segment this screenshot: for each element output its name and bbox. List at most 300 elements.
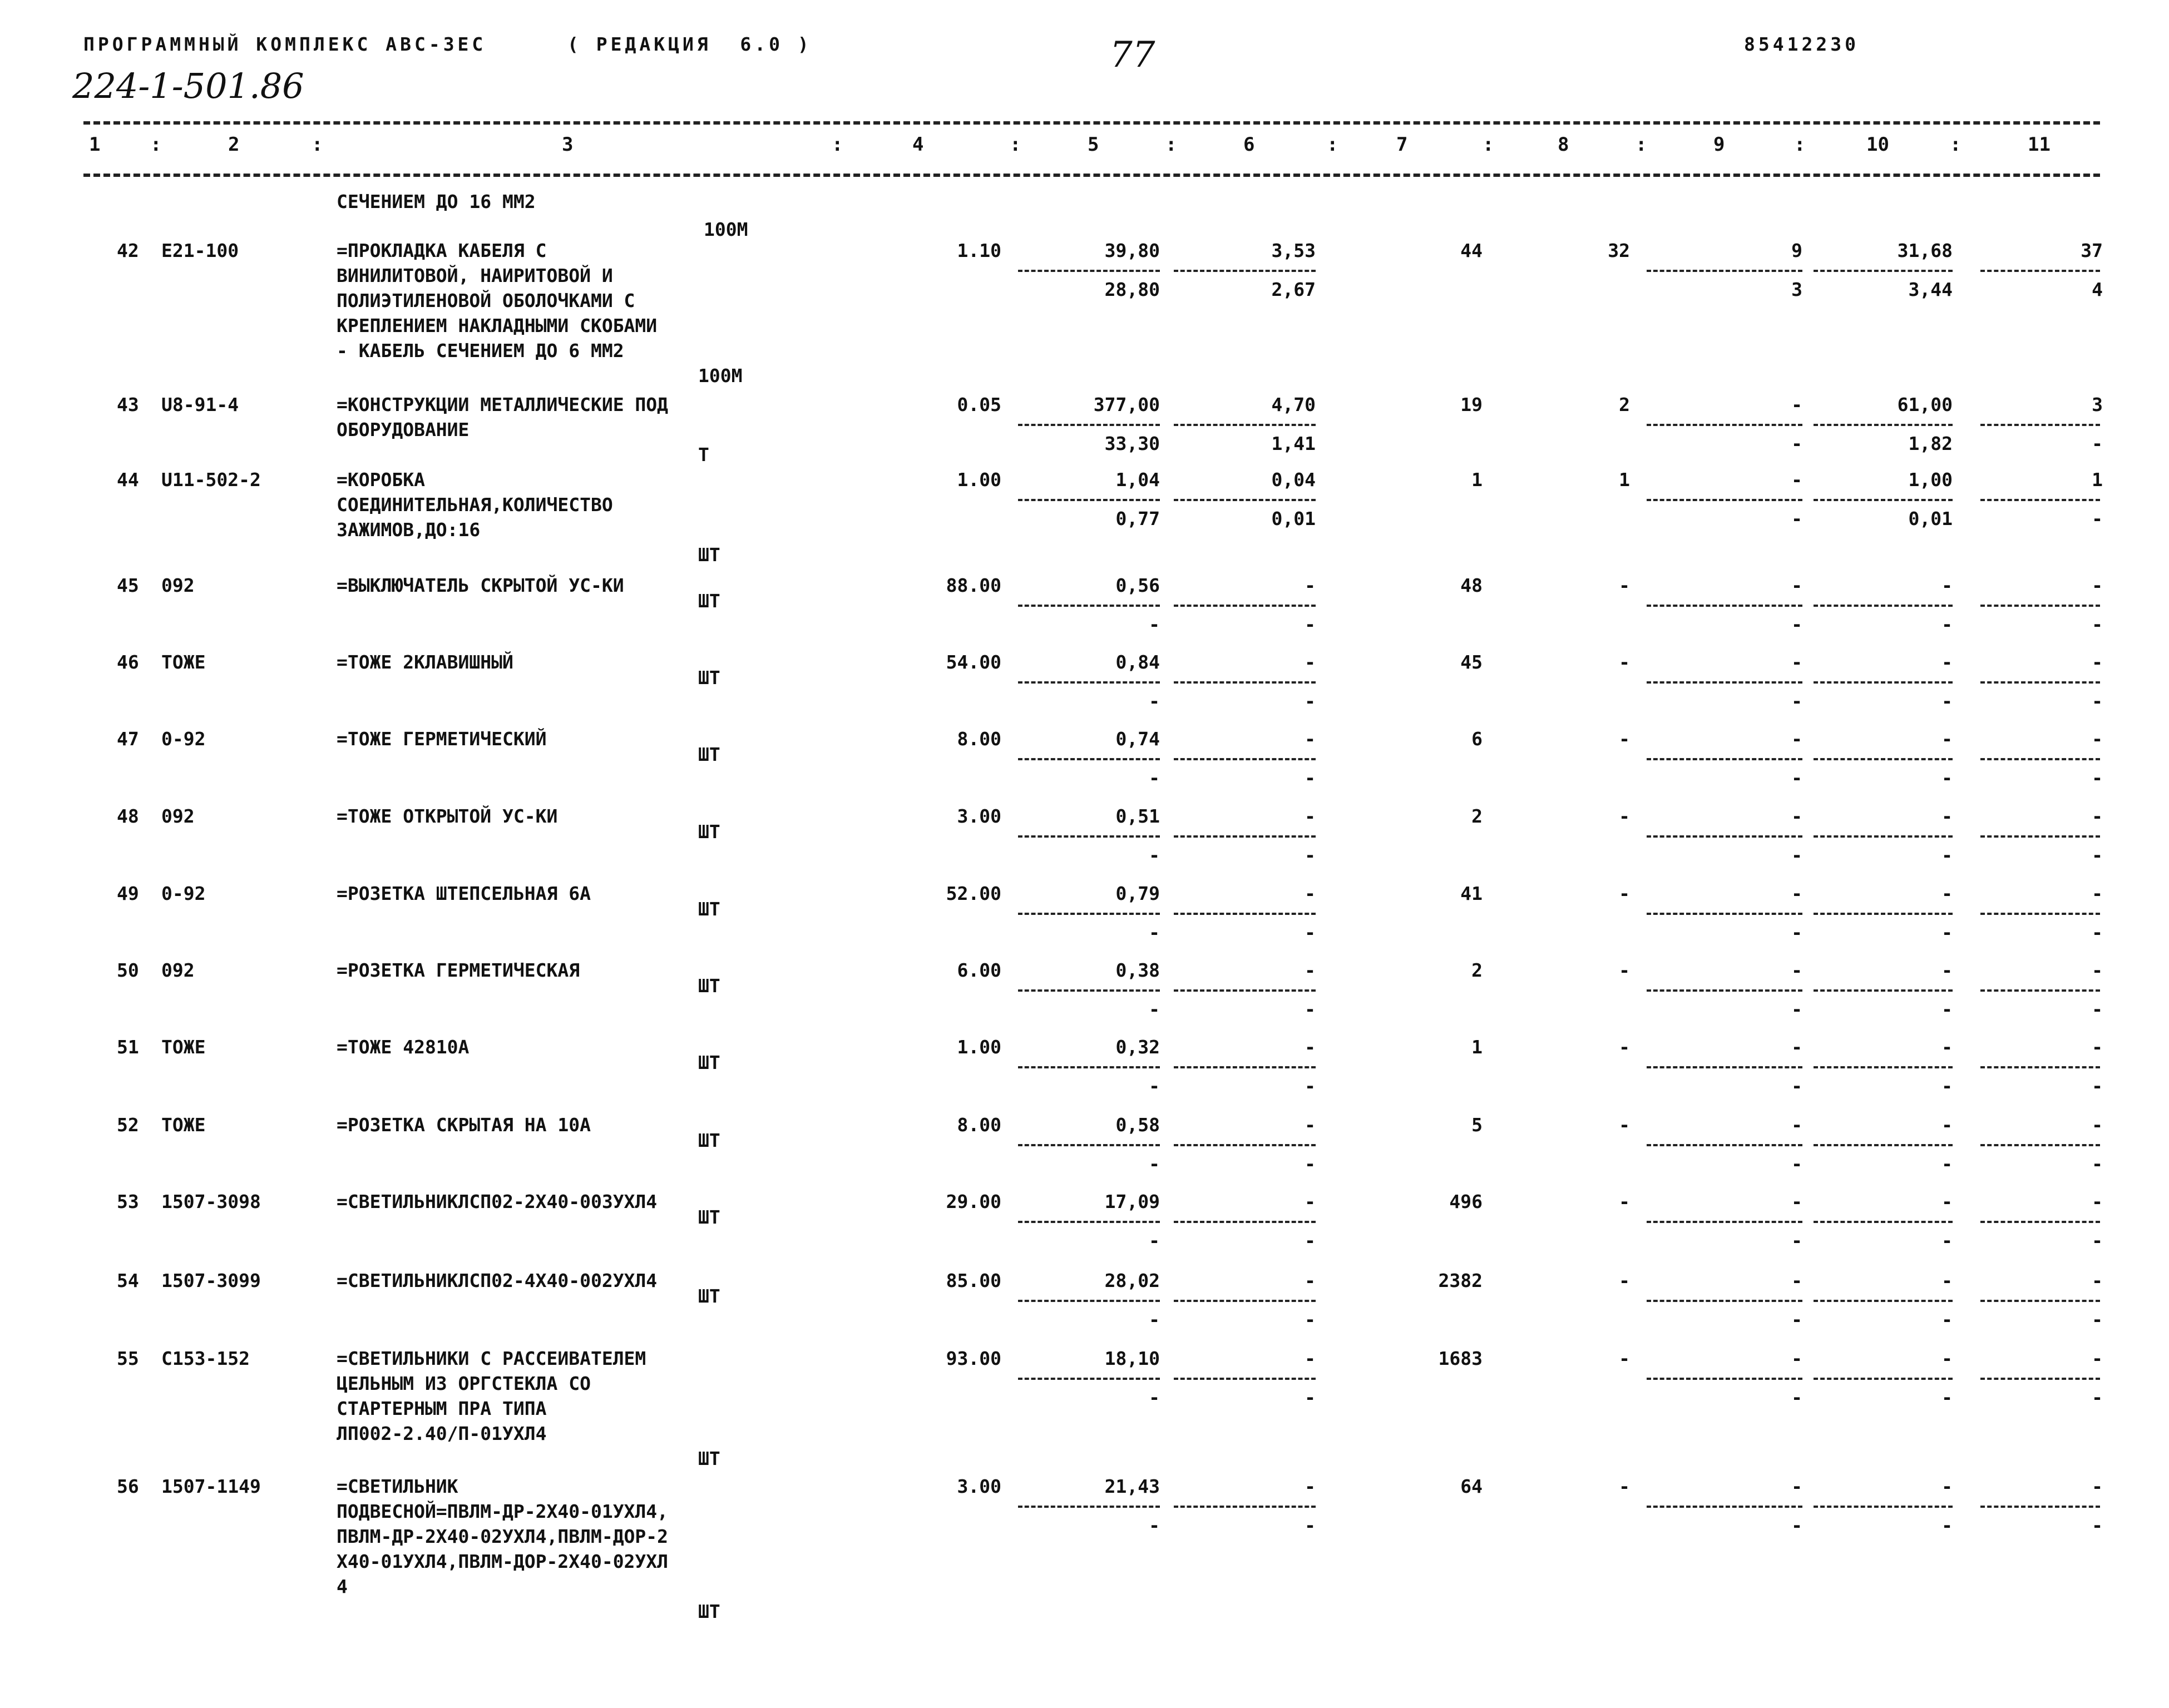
row-col5-bottom: - <box>1149 690 1160 712</box>
row-col6-divider <box>1174 1066 1316 1068</box>
row-col10-top: - <box>1941 1191 1953 1212</box>
row-col5-bottom: - <box>1149 1153 1160 1175</box>
row-col5-top: 1,04 <box>1115 469 1160 491</box>
row-col10-bottom: - <box>1941 998 1953 1020</box>
row-col7: 2 <box>1471 805 1483 827</box>
row-col9-top: - <box>1791 805 1802 827</box>
row-description-line: =ВЫКЛЮЧАТЕЛЬ СКРЫТОЙ УС-КИ <box>337 575 624 596</box>
column-separator: : <box>150 133 162 156</box>
row-col10-divider <box>1814 681 1953 684</box>
row-col6-divider <box>1174 758 1316 760</box>
row-col9-divider <box>1647 605 1802 607</box>
row-col10-top: - <box>1941 1348 1953 1369</box>
row-col6-top: - <box>1305 1476 1316 1497</box>
row-description-line: =ТОЖЕ ГЕРМЕТИЧЕСКИЙ <box>337 728 547 750</box>
row-col9-bottom: - <box>1791 1514 1802 1536</box>
row-col5-top: 0,38 <box>1115 959 1160 981</box>
row-col5-top: 0,58 <box>1115 1114 1160 1136</box>
row-description-line: ПОДВЕСНОЙ=ПВЛМ-ДР-2Х40-01УХЛ4, <box>337 1501 669 1522</box>
column-header-3: 3 <box>562 133 574 156</box>
row-col10-divider <box>1814 1300 1953 1302</box>
row-col7: 6 <box>1471 728 1483 750</box>
row-col11-bottom: - <box>2092 1514 2103 1536</box>
row-col6-bottom: - <box>1305 1075 1316 1097</box>
row-col6-top: - <box>1305 883 1316 904</box>
row-description-line: =СВЕТИЛЬНИКИ С РАССЕИВАТЕЛЕМ <box>337 1348 646 1369</box>
row-quantity: 8.00 <box>957 1114 1001 1136</box>
row-col6-divider <box>1174 1378 1316 1380</box>
row-col7: 1 <box>1471 1036 1483 1058</box>
row-col6-top: - <box>1305 728 1316 750</box>
row-quantity: 54.00 <box>946 651 1001 673</box>
row-quantity: 88.00 <box>946 575 1001 596</box>
row-col9-divider <box>1647 270 1802 272</box>
row-col11-divider <box>1980 1378 2100 1380</box>
row-col11-bottom: - <box>2092 1075 2103 1097</box>
row-number: 47 <box>117 728 139 750</box>
row-unit: ШТ <box>698 744 720 765</box>
row-code: ТОЖЕ <box>161 651 206 673</box>
row-col10-bottom: 3,44 <box>1908 279 1953 300</box>
column-header-10: 10 <box>1866 133 1889 156</box>
row-unit: 100М <box>698 365 743 387</box>
row-col11-divider <box>1980 758 2100 760</box>
column-separator: : <box>1483 133 1494 156</box>
row-col9-bottom: - <box>1791 922 1802 943</box>
row-col7: 41 <box>1460 883 1483 904</box>
row-col9-divider <box>1647 758 1802 760</box>
row-col11-top: 37 <box>2081 240 2103 261</box>
row-col11-divider <box>1980 835 2100 838</box>
row-code: 1507-3098 <box>161 1191 261 1212</box>
row-col8: - <box>1619 959 1630 981</box>
row-col5-bottom: - <box>1149 1514 1160 1536</box>
program-title: ПРОГРАММНЫЙ КОМПЛЕКС АВС-3ЕС <box>83 33 487 55</box>
row-col5-divider <box>1018 499 1160 501</box>
row-col9-bottom: - <box>1791 1309 1802 1330</box>
row-col6-divider <box>1174 1221 1316 1223</box>
row-col6-top: - <box>1305 651 1316 673</box>
row-col5-divider <box>1018 1378 1160 1380</box>
row-number: 44 <box>117 469 139 491</box>
row-col6-top: 3,53 <box>1271 240 1316 261</box>
row-description-line: =ТОЖЕ 2КЛАВИШНЫЙ <box>337 651 513 673</box>
row-col6-top: - <box>1305 1036 1316 1058</box>
row-col10-divider <box>1814 1506 1953 1508</box>
row-col9-top: - <box>1791 883 1802 904</box>
row-col11-divider <box>1980 1144 2100 1146</box>
preamble-unit: 100М <box>704 219 748 240</box>
row-col5-divider <box>1018 424 1160 426</box>
row-col9-divider <box>1647 1506 1802 1508</box>
row-code: 0-92 <box>161 728 206 750</box>
row-col5-divider <box>1018 1221 1160 1223</box>
row-col6-bottom: 0,01 <box>1271 508 1316 529</box>
row-col5-bottom: - <box>1149 922 1160 943</box>
row-col11-bottom: - <box>2092 998 2103 1020</box>
column-separator: : <box>1327 133 1338 156</box>
row-col5-divider <box>1018 913 1160 915</box>
row-col10-top: - <box>1941 805 1953 827</box>
row-col11-bottom: - <box>2092 1153 2103 1175</box>
row-col10-divider <box>1814 758 1953 760</box>
row-col6-divider <box>1174 913 1316 915</box>
row-col8: - <box>1619 651 1630 673</box>
row-col9-bottom: - <box>1791 1153 1802 1175</box>
row-unit: ШТ <box>698 667 720 689</box>
row-col10-top: - <box>1941 883 1953 904</box>
column-separator: : <box>1636 133 1647 156</box>
row-col5-top: 17,09 <box>1104 1191 1160 1212</box>
row-col11-divider <box>1980 424 2100 426</box>
row-col10-bottom: - <box>1941 844 1953 866</box>
row-col11-bottom: - <box>2092 1230 2103 1251</box>
row-col7: 5 <box>1471 1114 1483 1136</box>
row-col8: - <box>1619 1270 1630 1291</box>
row-number: 51 <box>117 1036 139 1058</box>
row-number: 42 <box>117 240 139 261</box>
row-col11-bottom: - <box>2092 508 2103 529</box>
row-col6-divider <box>1174 270 1316 272</box>
row-number: 54 <box>117 1270 139 1291</box>
row-col8: - <box>1619 1348 1630 1369</box>
row-col11-bottom: - <box>2092 922 2103 943</box>
row-col5-top: 18,10 <box>1104 1348 1160 1369</box>
row-col11-top: - <box>2092 1114 2103 1136</box>
row-col6-bottom: - <box>1305 1514 1316 1536</box>
row-col11-bottom: 4 <box>2092 279 2103 300</box>
row-col9-divider <box>1647 1066 1802 1068</box>
row-quantity: 1.10 <box>957 240 1001 261</box>
row-col11-divider <box>1980 913 2100 915</box>
row-col11-divider <box>1980 605 2100 607</box>
row-col11-divider <box>1980 270 2100 272</box>
row-description-line: ПВЛМ-ДР-2Х40-02УХЛ4,ПВЛМ-ДОР-2 <box>337 1526 669 1547</box>
row-col6-top: - <box>1305 1191 1316 1212</box>
row-col11-top: - <box>2092 1476 2103 1497</box>
row-col5-divider <box>1018 1506 1160 1508</box>
row-col11-top: - <box>2092 883 2103 904</box>
row-col11-divider <box>1980 1066 2100 1068</box>
row-unit: ШТ <box>698 1601 720 1622</box>
row-col11-top: - <box>2092 728 2103 750</box>
column-header-1: 1 <box>89 133 101 156</box>
row-col5-bottom: - <box>1149 1230 1160 1251</box>
row-col5-divider <box>1018 835 1160 838</box>
row-col8: - <box>1619 1114 1630 1136</box>
row-col9-top: - <box>1791 1114 1802 1136</box>
row-col6-top: - <box>1305 959 1316 981</box>
row-col10-bottom: - <box>1941 1230 1953 1251</box>
row-col9-divider <box>1647 835 1802 838</box>
row-col6-top: 4,70 <box>1271 394 1316 415</box>
row-code: U11-502-2 <box>161 469 261 491</box>
row-col9-top: - <box>1791 1191 1802 1212</box>
row-number: 49 <box>117 883 139 904</box>
row-col6-divider <box>1174 1300 1316 1302</box>
row-col9-bottom: - <box>1791 1075 1802 1097</box>
document-code: 85412230 <box>1744 33 1859 55</box>
column-separator: : <box>1165 133 1177 156</box>
row-col6-bottom: - <box>1305 613 1316 635</box>
row-unit: ШТ <box>698 1285 720 1307</box>
row-col9-divider <box>1647 424 1802 426</box>
row-col6-bottom: - <box>1305 1153 1316 1175</box>
row-col5-bottom: - <box>1149 613 1160 635</box>
row-description-line: =РОЗЕТКА СКРЫТАЯ НА 10А <box>337 1114 591 1136</box>
row-col9-bottom: - <box>1791 767 1802 789</box>
row-col7: 45 <box>1460 651 1483 673</box>
row-description-line: =ПРОКЛАДКА КАБЕЛЯ С <box>337 240 547 261</box>
row-number: 52 <box>117 1114 139 1136</box>
row-description-line: Х40-01УХЛ4,ПВЛМ-ДОР-2Х40-02УХЛ <box>337 1551 669 1572</box>
row-col6-bottom: - <box>1305 998 1316 1020</box>
row-col10-top: 61,00 <box>1897 394 1953 415</box>
row-col8: - <box>1619 1191 1630 1212</box>
row-col5-bottom: - <box>1149 1387 1160 1408</box>
row-col9-top: - <box>1791 394 1802 415</box>
row-col10-divider <box>1814 1066 1953 1068</box>
row-quantity: 85.00 <box>946 1270 1001 1291</box>
row-col10-top: 1,00 <box>1908 469 1953 491</box>
row-col10-bottom: - <box>1941 1387 1953 1408</box>
row-col7: 2382 <box>1438 1270 1483 1291</box>
row-col10-bottom: - <box>1941 1075 1953 1097</box>
row-unit: ШТ <box>698 1206 720 1228</box>
row-col9-divider <box>1647 681 1802 684</box>
column-header-9: 9 <box>1713 133 1725 156</box>
row-col5-top: 28,02 <box>1104 1270 1160 1291</box>
row-col10-divider <box>1814 499 1953 501</box>
row-col7: 1 <box>1471 469 1483 491</box>
row-col11-top: - <box>2092 1348 2103 1369</box>
row-description-line: =ТОЖЕ 42810А <box>337 1036 470 1058</box>
row-unit: ШТ <box>698 1130 720 1151</box>
row-col11-top: - <box>2092 1036 2103 1058</box>
row-col9-divider <box>1647 913 1802 915</box>
column-header-2: 2 <box>228 133 240 156</box>
row-col5-divider <box>1018 1066 1160 1068</box>
row-col9-divider <box>1647 1221 1802 1223</box>
row-col10-bottom: - <box>1941 767 1953 789</box>
row-col11-top: - <box>2092 575 2103 596</box>
row-col5-top: 0,84 <box>1115 651 1160 673</box>
row-description-line: ОБОРУДОВАНИЕ <box>337 419 470 440</box>
row-col7: 19 <box>1460 394 1483 415</box>
row-col6-bottom: - <box>1305 1309 1316 1330</box>
row-col5-bottom: 0,77 <box>1115 508 1160 529</box>
handwritten-reference: 224-1-501.86 <box>72 66 304 106</box>
row-col10-bottom: 1,82 <box>1908 433 1953 454</box>
row-col5-top: 0,79 <box>1115 883 1160 904</box>
row-col9-bottom: - <box>1791 508 1802 529</box>
row-col6-bottom: - <box>1305 767 1316 789</box>
row-description-line: ЦЕЛЬНЫМ ИЗ ОРГСТЕКЛА СО <box>337 1373 591 1394</box>
row-col8: - <box>1619 1036 1630 1058</box>
row-col10-top: - <box>1941 728 1953 750</box>
row-col11-top: - <box>2092 1270 2103 1291</box>
row-col9-bottom: - <box>1791 1387 1802 1408</box>
header-bottom-rule <box>83 174 2100 177</box>
row-col10-divider <box>1814 424 1953 426</box>
row-col5-bottom: 33,30 <box>1104 433 1160 454</box>
column-header-8: 8 <box>1558 133 1569 156</box>
row-description-line: ПОЛИЭТИЛЕНОВОЙ ОБОЛОЧКАМИ С <box>337 290 635 311</box>
column-separator: : <box>1010 133 1021 156</box>
row-code: 092 <box>161 959 195 981</box>
row-col8: - <box>1619 805 1630 827</box>
row-col9-bottom: - <box>1791 998 1802 1020</box>
row-quantity: 1.00 <box>957 1036 1001 1058</box>
column-header-5: 5 <box>1088 133 1099 156</box>
row-col10-bottom: - <box>1941 690 1953 712</box>
row-description-line: СТАРТЕРНЫМ ПРА ТИПА <box>337 1398 547 1419</box>
row-col9-bottom: 3 <box>1791 279 1802 300</box>
row-col10-top: - <box>1941 959 1953 981</box>
row-quantity: 0.05 <box>957 394 1001 415</box>
row-col5-top: 0,51 <box>1115 805 1160 827</box>
row-number: 46 <box>117 651 139 673</box>
row-col9-bottom: - <box>1791 613 1802 635</box>
row-col10-divider <box>1814 1221 1953 1223</box>
column-header-11: 11 <box>2028 133 2051 156</box>
row-col9-top: - <box>1791 1036 1802 1058</box>
row-col6-divider <box>1174 605 1316 607</box>
row-number: 48 <box>117 805 139 827</box>
row-col5-top: 0,74 <box>1115 728 1160 750</box>
row-col8: 1 <box>1619 469 1630 491</box>
row-col6-bottom: - <box>1305 1230 1316 1251</box>
row-code: 1507-3099 <box>161 1270 261 1291</box>
row-col8: 2 <box>1619 394 1630 415</box>
row-quantity: 6.00 <box>957 959 1001 981</box>
row-col9-top: - <box>1791 651 1802 673</box>
column-header-7: 7 <box>1396 133 1408 156</box>
row-description-line: ВИНИЛИТОВОЙ, НАИРИТОВОЙ И <box>337 265 613 286</box>
row-col8: - <box>1619 883 1630 904</box>
row-col9-top: - <box>1791 1476 1802 1497</box>
row-quantity: 8.00 <box>957 728 1001 750</box>
row-col11-top: - <box>2092 1191 2103 1212</box>
row-col11-divider <box>1980 989 2100 992</box>
row-col5-divider <box>1018 758 1160 760</box>
column-separator: : <box>1794 133 1806 156</box>
row-col10-bottom: - <box>1941 613 1953 635</box>
row-col9-top: - <box>1791 1348 1802 1369</box>
row-col10-divider <box>1814 605 1953 607</box>
row-col6-divider <box>1174 424 1316 426</box>
row-col9-divider <box>1647 499 1802 501</box>
row-code: Е21-100 <box>161 240 239 261</box>
row-col11-bottom: - <box>2092 1309 2103 1330</box>
row-unit: ШТ <box>698 590 720 612</box>
row-description-line: СОЕДИНИТЕЛЬНАЯ,КОЛИЧЕСТВО <box>337 494 613 516</box>
row-description-line: =СВЕТИЛЬНИКЛСП02-2Х40-003УХЛ4 <box>337 1191 658 1212</box>
row-col9-bottom: - <box>1791 844 1802 866</box>
row-col11-top: - <box>2092 959 2103 981</box>
row-col6-bottom: - <box>1305 922 1316 943</box>
row-col8: - <box>1619 575 1630 596</box>
row-col6-bottom: 2,67 <box>1271 279 1316 300</box>
row-code: 1507-1149 <box>161 1476 261 1497</box>
row-unit: Т <box>698 444 709 466</box>
row-col8: - <box>1619 728 1630 750</box>
row-number: 55 <box>117 1348 139 1369</box>
row-col9-bottom: - <box>1791 433 1802 454</box>
row-col6-divider <box>1174 681 1316 684</box>
row-description-line: =ТОЖЕ ОТКРЫТОЙ УС-КИ <box>337 805 558 827</box>
row-description-line: КРЕПЛЕНИЕМ НАКЛАДНЫМИ СКОБАМИ <box>337 315 658 336</box>
row-col10-top: 31,68 <box>1897 240 1953 261</box>
column-separator: : <box>312 133 323 156</box>
page-number: 77 <box>1110 34 1155 76</box>
row-quantity: 52.00 <box>946 883 1001 904</box>
row-col6-divider <box>1174 835 1316 838</box>
row-number: 45 <box>117 575 139 596</box>
row-col6-bottom: - <box>1305 1387 1316 1408</box>
row-unit: ШТ <box>698 544 720 566</box>
row-col6-top: - <box>1305 575 1316 596</box>
column-separator: : <box>832 133 843 156</box>
row-description-line: =КОНСТРУКЦИИ МЕТАЛЛИЧЕСКИЕ ПОД <box>337 394 669 415</box>
row-number: 56 <box>117 1476 139 1497</box>
row-col11-divider <box>1980 681 2100 684</box>
row-quantity: 1.00 <box>957 469 1001 491</box>
row-col9-bottom: - <box>1791 1230 1802 1251</box>
row-col11-top: 3 <box>2092 394 2103 415</box>
header-top-rule <box>83 121 2100 125</box>
row-description-line: ЗАЖИМОВ,ДО:16 <box>337 519 481 541</box>
column-separator: : <box>1950 133 1962 156</box>
row-description-line: =СВЕТИЛЬНИКЛСП02-4Х40-002УХЛ4 <box>337 1270 658 1291</box>
row-col10-top: - <box>1941 651 1953 673</box>
row-quantity: 93.00 <box>946 1348 1001 1369</box>
row-col5-top: 21,43 <box>1104 1476 1160 1497</box>
row-col7: 44 <box>1460 240 1483 261</box>
row-col11-bottom: - <box>2092 613 2103 635</box>
row-col11-divider <box>1980 1506 2100 1508</box>
row-col11-bottom: - <box>2092 433 2103 454</box>
row-col10-bottom: 0,01 <box>1908 508 1953 529</box>
row-col5-divider <box>1018 989 1160 992</box>
row-col5-divider <box>1018 681 1160 684</box>
row-col7: 48 <box>1460 575 1483 596</box>
row-col9-top: 9 <box>1791 240 1802 261</box>
row-col10-divider <box>1814 913 1953 915</box>
row-col5-bottom: - <box>1149 767 1160 789</box>
row-description-line: 4 <box>337 1576 348 1597</box>
row-col9-divider <box>1647 989 1802 992</box>
row-col10-bottom: - <box>1941 1514 1953 1536</box>
row-col11-bottom: - <box>2092 844 2103 866</box>
row-col7: 496 <box>1449 1191 1483 1212</box>
row-col9-top: - <box>1791 959 1802 981</box>
row-col6-divider <box>1174 1144 1316 1146</box>
row-code: U8-91-4 <box>161 394 239 415</box>
row-col11-bottom: - <box>2092 690 2103 712</box>
row-col5-bottom: - <box>1149 1309 1160 1330</box>
row-description-line: ЛП002-2.40/П-01УХЛ4 <box>337 1423 547 1444</box>
row-col6-divider <box>1174 989 1316 992</box>
row-col5-divider <box>1018 1144 1160 1146</box>
row-code: 092 <box>161 575 195 596</box>
row-col5-top: 0,32 <box>1115 1036 1160 1058</box>
row-col6-bottom: - <box>1305 844 1316 866</box>
row-col6-top: - <box>1305 1114 1316 1136</box>
row-quantity: 3.00 <box>957 1476 1001 1497</box>
row-number: 53 <box>117 1191 139 1212</box>
row-number: 43 <box>117 394 139 415</box>
